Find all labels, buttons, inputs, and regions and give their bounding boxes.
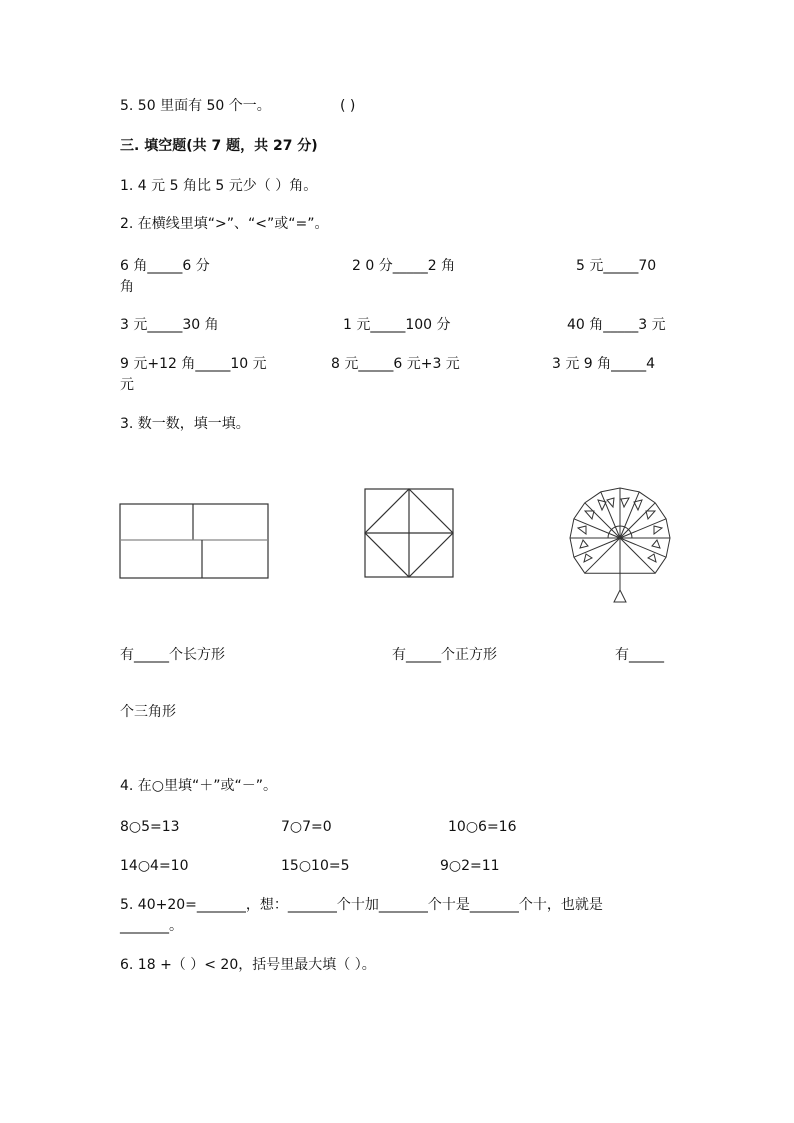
question-4-prompt: 4. 在○里填“＋”或“－”。 [120, 778, 278, 794]
compare-item: 9 元+12 角_____10 元 [120, 356, 267, 372]
compare-item: 3 元_____30 角 [120, 317, 219, 333]
equation-item: 15○10=5 [281, 858, 350, 874]
compare-item: 8 元_____6 元+3 元 [331, 356, 460, 372]
squares-figure [363, 487, 455, 579]
compare-item-continuation: 元 [120, 377, 134, 393]
question-5-true-false: 5. 50 里面有 50 个一。 [120, 98, 271, 114]
answer-triangles-continuation: 个三角形 [120, 704, 176, 720]
equation-item: 8○5=13 [120, 819, 180, 835]
answer-triangles: 有_____ [615, 647, 664, 663]
question-5-line-2: _______。 [120, 918, 183, 934]
question-1: 1. 4 元 5 角比 5 元少（ ）角。 [120, 178, 318, 194]
answer-parentheses: ( ) [340, 98, 356, 114]
equation-item: 10○6=16 [448, 819, 517, 835]
compare-item: 2 0 分_____2 角 [352, 258, 456, 274]
compare-item: 6 角_____6 分 [120, 258, 210, 274]
question-5-line-1: 5. 40+20=_______，想：_______个十加_______个十是_______个十，也就是 [120, 897, 603, 913]
compare-item: 1 元_____100 分 [343, 317, 451, 333]
answer-squares: 有_____个正方形 [392, 647, 497, 663]
question-2-prompt: 2. 在横线里填“>”、“<”或“=”。 [120, 216, 329, 232]
answer-rectangles: 有_____个长方形 [120, 647, 225, 663]
rectangles-figure [118, 502, 272, 580]
question-3-prompt: 3. 数一数，填一填。 [120, 416, 250, 432]
equation-item: 14○4=10 [120, 858, 189, 874]
section-heading: 三. 填空题(共 7 题，共 27 分) [120, 138, 318, 154]
equation-item: 7○7=0 [281, 819, 332, 835]
compare-item: 40 角_____3 元 [567, 317, 666, 333]
equation-item: 9○2=11 [440, 858, 500, 874]
compare-item-continuation: 角 [120, 279, 134, 295]
triangles-figure [568, 486, 672, 606]
compare-item: 3 元 9 角_____4 [552, 356, 656, 372]
question-6: 6. 18 +（ ）< 20，括号里最大填（ ）。 [120, 957, 376, 973]
compare-item: 5 元_____70 [576, 258, 657, 274]
